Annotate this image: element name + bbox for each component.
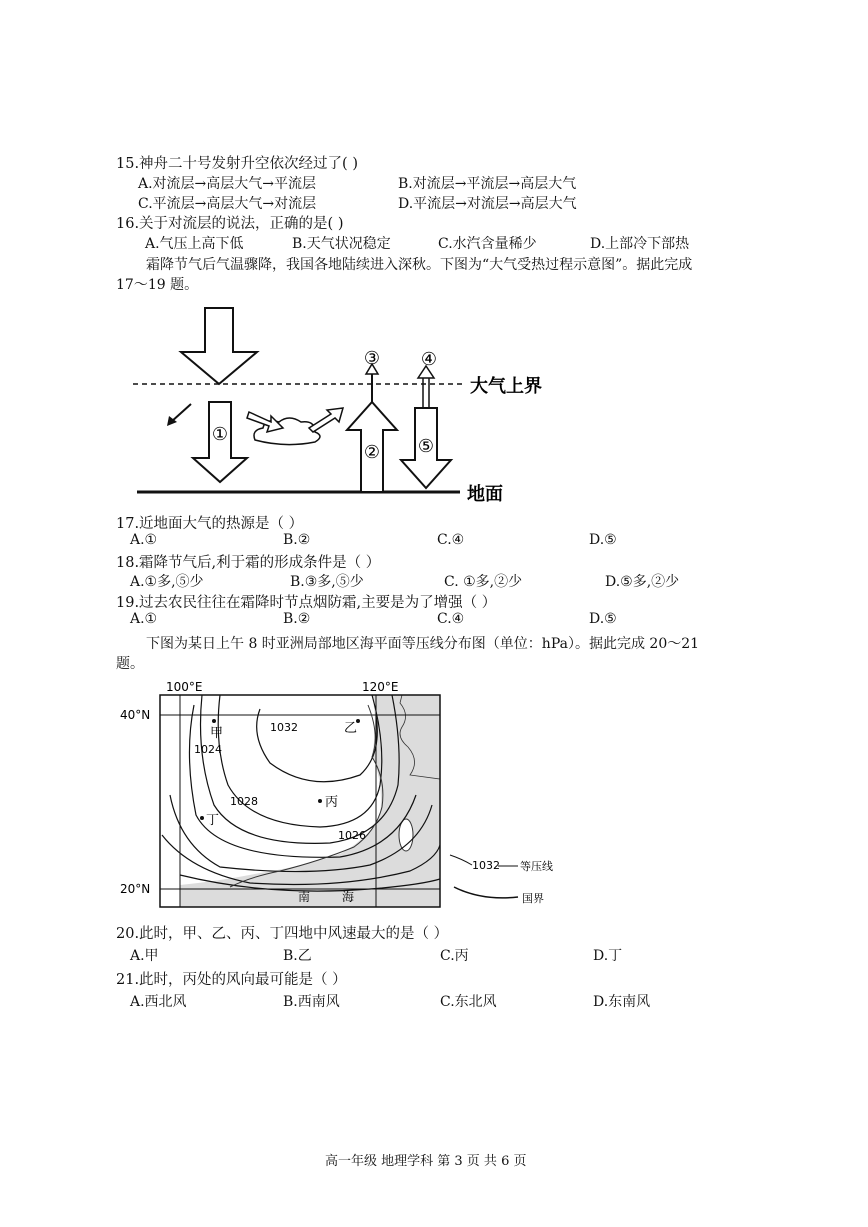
q17-option-d: D.⑤ — [589, 532, 617, 548]
iso-label-1026: 1026 — [338, 829, 366, 842]
q16-option-b: B.天气状况稳定 — [292, 236, 391, 252]
intro-20-21-line2: 题。 — [116, 656, 144, 672]
place-bing: 丙 — [325, 795, 339, 810]
q17-option-b: B.② — [283, 532, 311, 548]
lon-100e-label: 100°E — [166, 680, 203, 694]
page-footer: 高一年级 地理学科 第 3 页 共 6 页 — [325, 1154, 527, 1169]
q15-option-d: D.平流层→对流层→高层大气 — [398, 196, 577, 212]
q21-option-d: D.东南风 — [593, 994, 651, 1010]
q21-option-c: C.东北风 — [440, 994, 497, 1010]
q16-option-a: A.气压上高下低 — [145, 236, 244, 252]
q20-option-c: C.丙 — [440, 948, 469, 964]
intro-17-19-line2: 17～19 题。 — [116, 277, 199, 293]
q17-stem: 17.近地面大气的热源是（ ） — [116, 516, 304, 532]
isobar-map — [110, 675, 570, 915]
place-ding: 丁 — [206, 813, 220, 828]
bing-dot — [318, 799, 322, 803]
label-4: ④ — [420, 349, 438, 370]
label-1: ① — [211, 424, 229, 445]
q20-option-a: A.甲 — [130, 948, 159, 964]
q18-option-d: D.⑤多,②少 — [605, 574, 680, 590]
label-3: ③ — [363, 348, 381, 369]
sea-label-hai: 海 — [342, 890, 355, 904]
q16-stem: 16.关于对流层的说法，正确的是( ) — [116, 216, 344, 232]
lat-40n-label: 40°N — [120, 708, 151, 722]
place-jia: 甲 — [210, 726, 224, 741]
atmosphere-top-label: 大气上界 — [470, 376, 542, 397]
q19-option-c: C.④ — [437, 611, 465, 627]
q18-stem: 18.霜降节气后,利于霜的形成条件是（ ） — [116, 555, 381, 571]
q18-option-a: A.①多,⑤少 — [130, 574, 204, 590]
label-5: ⑤ — [417, 436, 435, 457]
solar-radiation-arrow — [181, 308, 257, 384]
q21-stem: 21.此时，丙处的风向最可能是（ ） — [116, 972, 347, 988]
iso-label-1024: 1024 — [194, 743, 222, 756]
q15-option-b: B.对流层→平流层→高层大气 — [398, 176, 577, 192]
atmosphere-heating-diagram — [125, 300, 575, 510]
legend-border-line — [454, 887, 518, 898]
q20-option-d: D.丁 — [593, 948, 623, 964]
q21-option-a: A.西北风 — [130, 994, 187, 1010]
q16-option-d: D.上部冷下部热 — [590, 236, 690, 252]
q18-option-b: B.③多,⑤少 — [290, 574, 364, 590]
q17-option-c: C.④ — [437, 532, 465, 548]
q17-option-a: A.① — [130, 532, 158, 548]
q16-option-c: C.水汽含量稀少 — [438, 236, 537, 252]
q15-option-a: A.对流层→高层大气→平流层 — [138, 176, 317, 192]
q19-option-d: D.⑤ — [589, 611, 617, 627]
q19-option-a: A.① — [130, 611, 158, 627]
q19-option-b: B.② — [283, 611, 311, 627]
q15-stem: 15.神舟二十号发射升空依次经过了( ) — [116, 156, 358, 172]
isobar-1026 — [201, 695, 400, 843]
arrow-from-cloud — [309, 408, 343, 432]
ding-dot — [200, 816, 204, 820]
lon-120e-label: 120°E — [362, 680, 399, 694]
q18-option-c: C. ①多,②少 — [444, 574, 523, 590]
place-yi: 乙 — [344, 721, 358, 736]
reflection-line — [171, 404, 191, 422]
q15-option-c: C.平流层→高层大气→对流层 — [138, 196, 317, 212]
q19-stem: 19.过去农民往往在霜降时节点烟防霜,主要是为了增强（ ） — [116, 595, 497, 611]
iso-label-1028: 1028 — [230, 795, 258, 808]
legend-isobar-label: 等压线 — [520, 860, 553, 873]
lat-20n-label: 20°N — [120, 882, 151, 896]
q21-option-b: B.西南风 — [283, 994, 340, 1010]
q20-stem: 20.此时，甲、乙、丙、丁四地中风速最大的是（ ） — [116, 926, 449, 942]
intro-20-21-line1: 下图为某日上午 8 时亚洲局部地区海平面等压线分布图（单位：hPa）。据此完成 20～21 — [146, 636, 700, 652]
legend-isobar-line — [450, 855, 472, 865]
ground-label: 地面 — [467, 484, 503, 505]
sea-label-nan: 南 — [298, 890, 311, 904]
jia-dot — [212, 719, 216, 723]
q20-option-b: B.乙 — [283, 948, 312, 964]
legend-isobar-value: 1032 — [472, 859, 500, 872]
iso-label-1032: 1032 — [270, 721, 298, 734]
label-2: ② — [363, 442, 381, 463]
legend-border-label: 国界 — [522, 892, 544, 905]
intro-17-19-line1: 霜降节气后气温骤降，我国各地陆续进入深秋。下图为“大气受热过程示意图”。据此完成 — [146, 257, 693, 273]
